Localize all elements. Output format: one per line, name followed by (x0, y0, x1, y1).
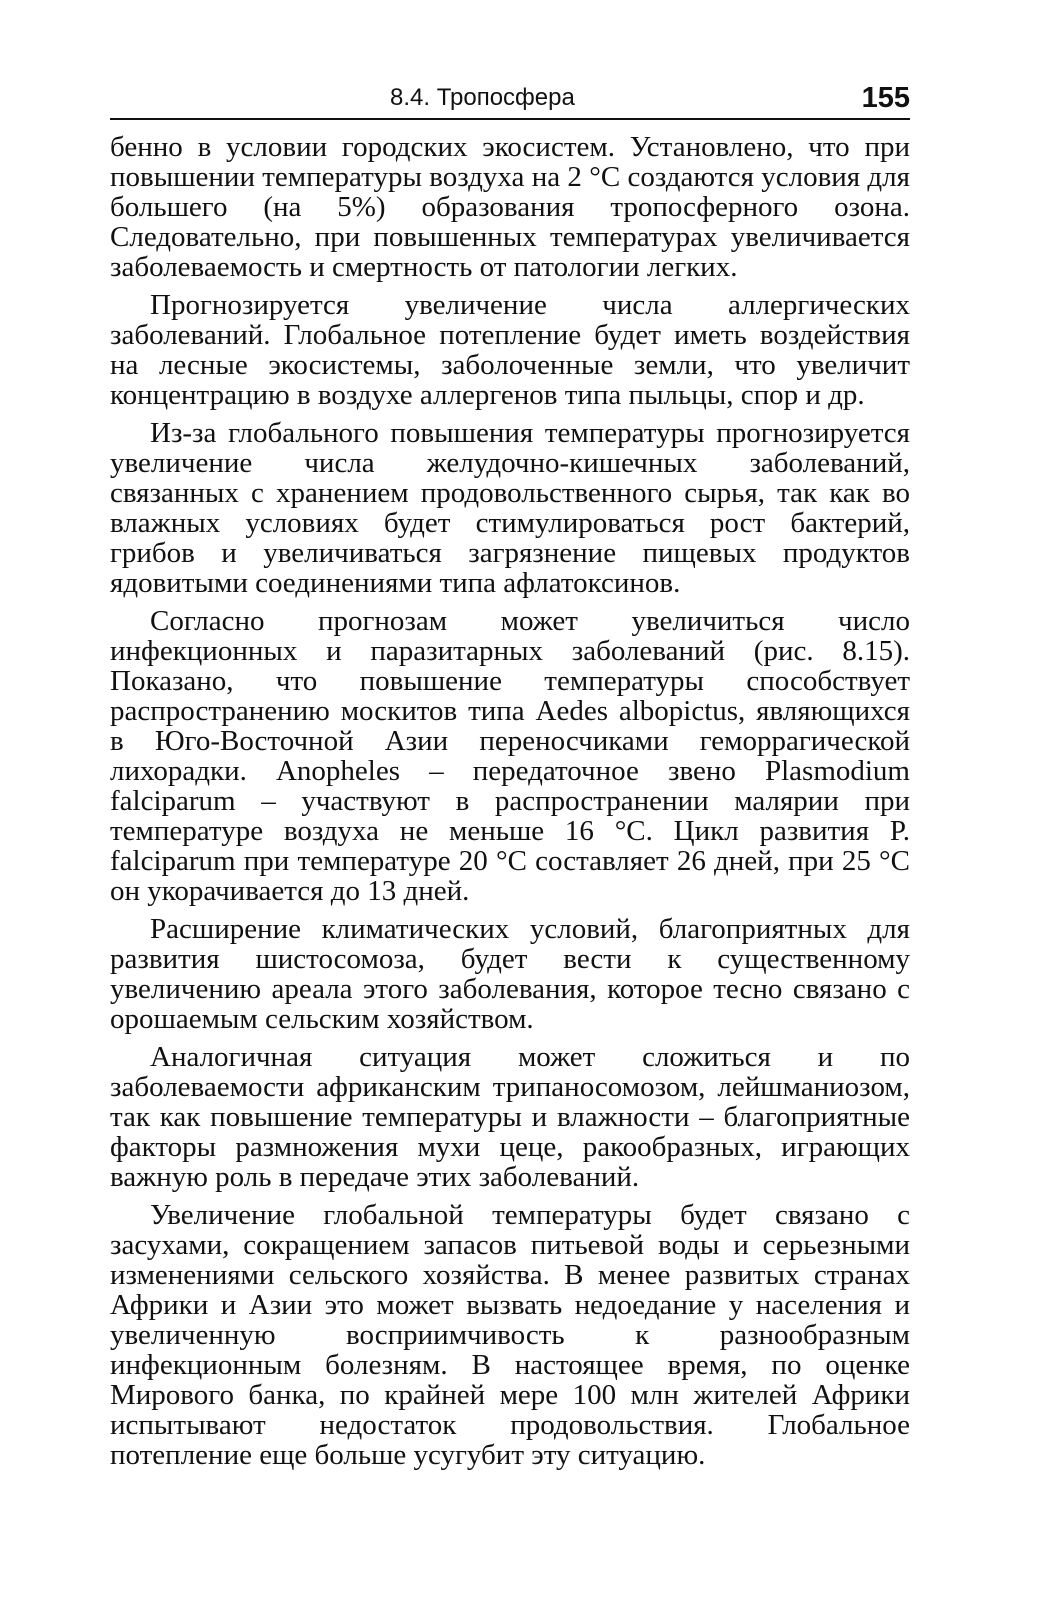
paragraph-ozone: бенно в условии городских экосистем. Установлено, что при повышении температуры воздуха на 2 °С создаются условия для большего (на 5%) образования тропосферного озона. Следовательно, при повышенных температурах увеличивается заболеваемость и смертность от патологии легких. (110, 131, 910, 283)
page-number: 155 (861, 82, 910, 114)
paragraph-allergies: Прогнозируется увеличение числа аллергических заболеваний. Глобальное потепление будет иметь воздействия на лесные экосистемы, заболоченные земли, что увеличит концентрацию в воздухе аллергенов типа пыльцы, спор и др. (110, 289, 910, 411)
body-text (110, 132, 910, 1470)
running-header (110, 78, 910, 120)
paragraph-schistosomiasis: Расширение климатических условий, благоприятных для развития шистосомоза, будет вести к существенному увеличению ареала этого заболевания, которое тесно связано с орошаемым сельским хозяйством. (110, 913, 910, 1035)
section-title: 8.4. Тропосфера (390, 84, 575, 111)
paragraph-drought: Увеличение глобальной температуры будет связано с засухами, сокращением запасов питьевой воды и серьезными изменениями сельского хозяйства. В менее развитых странах Африки и Азии это может вызвать недоедание у населения и увеличенную восприимчивость к разнообразным инфекционным болезням. В настоящее время, по оценке Мирового банка, по крайней мере 100 млн жителей Африки испытывают недостаток продовольствия. Глобальное потепление еще больше усугубит эту ситуацию. (110, 1199, 910, 1471)
paragraph-infections: Согласно прогнозам может увеличиться число инфекционных и паразитарных заболеваний (рис. 8.15). Показано, что повышение температуры способствует распространению москитов типа Aedes albopictus, являющихся в Юго-Восточной Азии переносчиками геморрагической лихорадки. Anopheles – передаточное звено Plasmodium falciparum – участвуют в распространении малярии при температуре воздуха не меньше 16 °С. Цикл развития P. falciparum при температуре 20 °С составляет 26 дней, при 25 °С он укорачивается до 13 дней. (110, 605, 910, 907)
paragraph-gastro: Из-за глобального повышения температуры прогнозируется увеличение числа желудочно-кишечных заболеваний, связанных с хранением продовольственного сырья, так как во влажных условиях будет стимулироваться рост бактерий, грибов и увеличиваться загрязнение пищевых продуктов ядовитыми соединениями типа афлатоксинов. (110, 417, 910, 599)
paragraph-trypanosomiasis: Аналогичная ситуация может сложиться и по заболеваемости африканским трипаносомозом, лейшманиозом, так как повышение температуры и влажности – благоприятные факторы размножения мухи цеце, ракообразных, играющих важную роль в передаче этих заболеваний. (110, 1041, 910, 1193)
